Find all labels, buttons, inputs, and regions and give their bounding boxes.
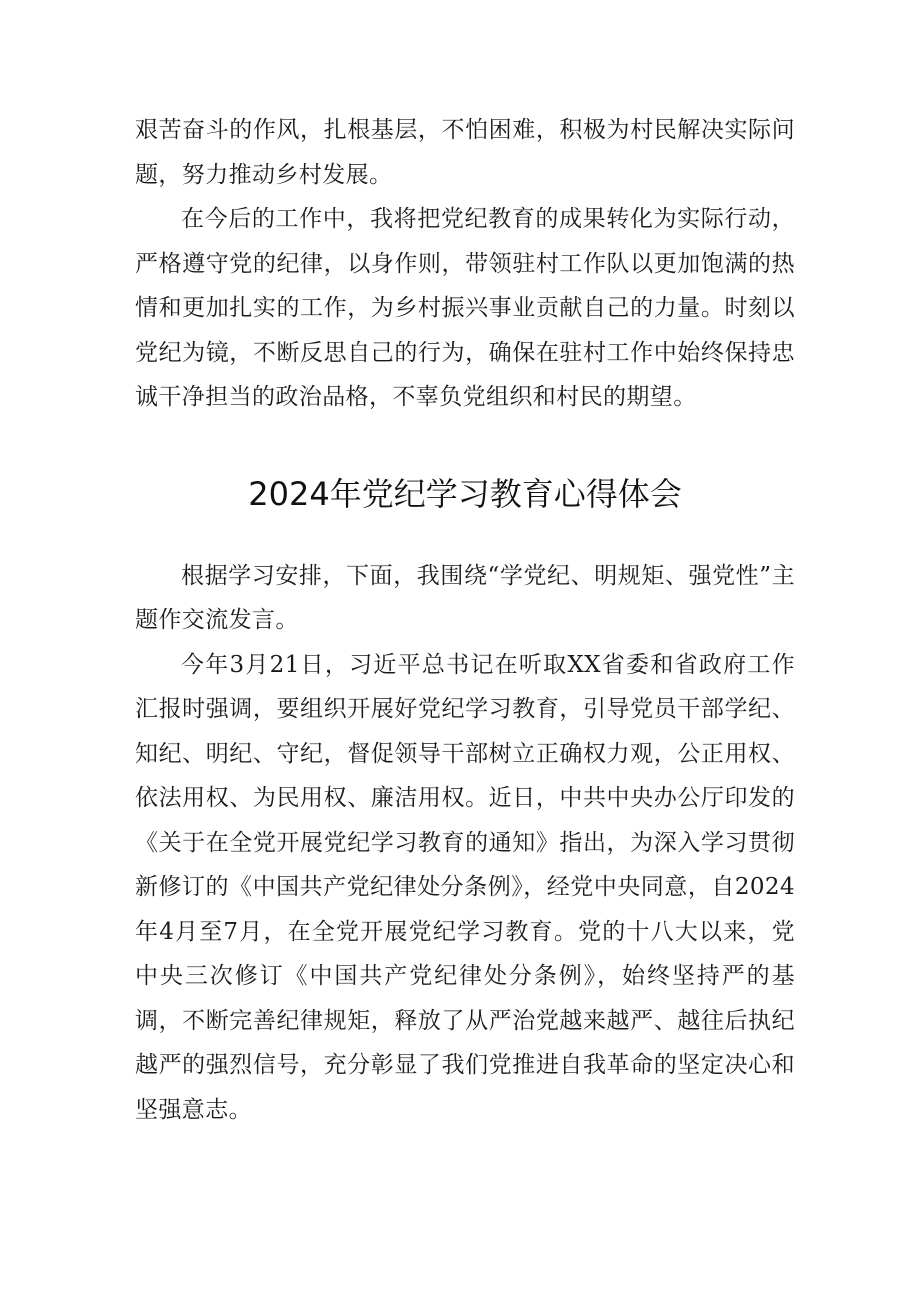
paragraph-intro: 根据学习安排，下面，我围绕“学党纪、明规矩、强党性”主题作交流发言。 <box>135 562 795 633</box>
document-title: 2024年党纪学习教育心得体会 <box>248 474 682 513</box>
paragraph-background: 今年3月21日，习近平总书记在听取XX省委和省政府工作汇报时强调，要组织开展好党纪学习教育，引导党员干部学纪、知纪、明纪、守纪，督促领导干部树立正确权力观，公正用权、依法用权、为民用权、廉洁用权。近日，中共中央办公厅印发的《关于在全党开展党纪学习教育的通知》指出，为深入学习贯彻新修订的《中国共产党纪律处分条例》，经党中央同意，自2024年4月至7月，在全党开展党纪学习教育。党的十八大以来，党中央三次修订《中国共产党纪律处分条例》，始终坚持严的基调，不断完善纪律规矩，释放了从严治党越来越严、越往后执纪越严的强烈信号，充分彰显了我们党推进自我革命的坚定决心和坚强意志。 <box>135 651 795 1123</box>
paragraph-future-work: 在今后的工作中，我将把党纪教育的成果转化为实际行动，严格遵守党的纪律，以身作则，带领驻村工作队以更加饱满的热情和更加扎实的工作，为乡村振兴事业贡献自己的力量。时刻以党纪为镜，不断反思自己的行为，确保在驻村工作中始终保持忠诚干净担当的政治品格，不辜负党组织和村民的期望。 <box>135 206 795 410</box>
continued-paragraph: 艰苦奋斗的作风，扎根基层，不怕困难，积极为村民解决实际问题，努力推动乡村发展。 <box>135 117 795 188</box>
document-body <box>135 108 795 1132</box>
